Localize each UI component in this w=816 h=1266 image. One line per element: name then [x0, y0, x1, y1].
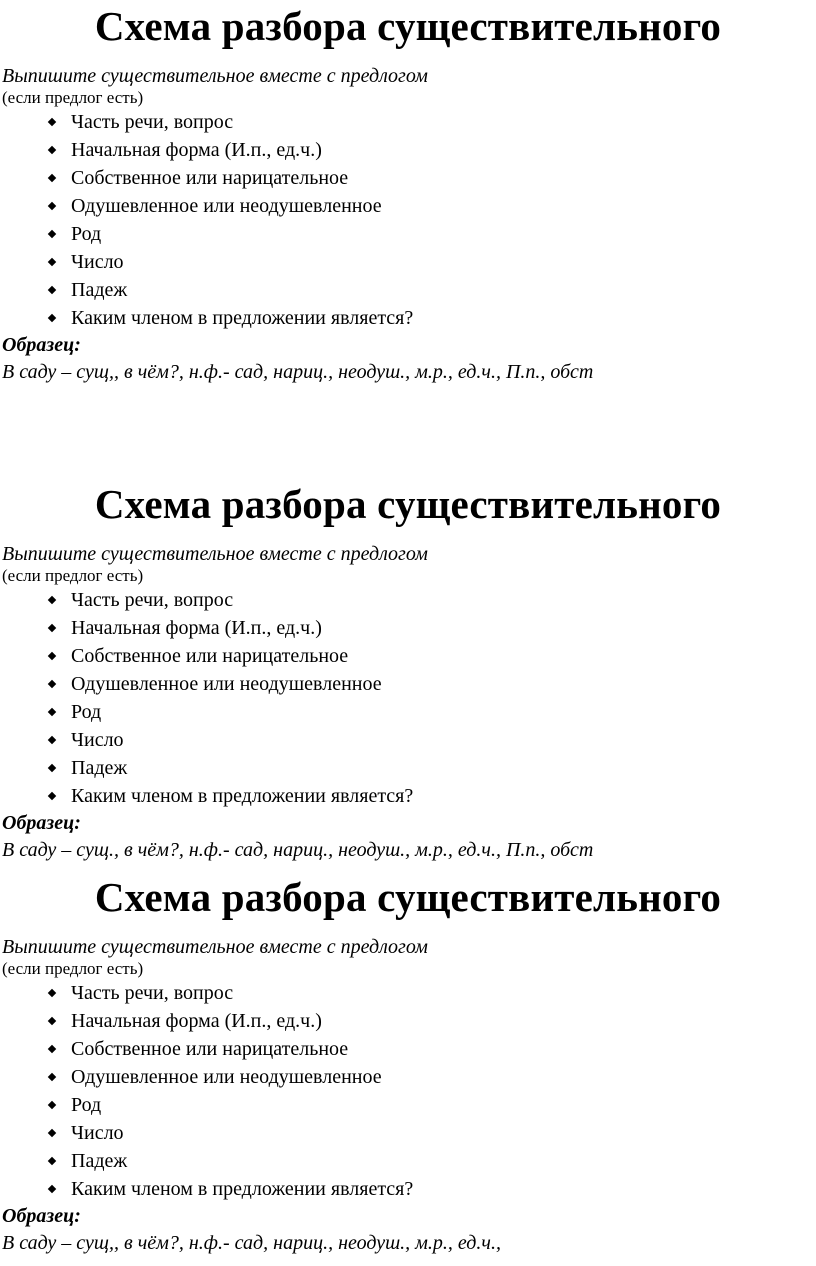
diamond-bullet-icon [48, 680, 56, 688]
diamond-bullet-icon [48, 989, 56, 997]
diamond-bullet-icon [48, 314, 56, 322]
preposition-note: (если предлог есть) [2, 88, 144, 107]
diamond-bullet-icon [48, 792, 56, 800]
criteria-list [0, 586, 816, 810]
list-item-label: Род [71, 223, 102, 245]
scheme-block-1 [0, 0, 816, 386]
list-item-label: Падеж [71, 279, 128, 301]
list-item-label: Начальная форма (И.п., ед.ч.) [71, 617, 322, 639]
instruction-text: Выпишите существительное вместе с предлогом [2, 543, 428, 565]
diamond-bullet-icon [48, 596, 56, 604]
diamond-bullet-icon [48, 286, 56, 294]
list-item [0, 1035, 816, 1063]
list-item [0, 1091, 816, 1119]
list-item-label: Часть речи, вопрос [71, 589, 234, 611]
list-item-label: Одушевленное или неодушевленное [71, 1066, 382, 1088]
scheme-title: Схема разбора существительного [94, 874, 722, 920]
list-item [0, 276, 816, 304]
diamond-bullet-icon [48, 764, 56, 772]
list-item [0, 1007, 816, 1035]
list-item [0, 136, 816, 164]
list-item-label: Род [71, 1094, 102, 1116]
list-item [0, 979, 816, 1007]
list-item [0, 164, 816, 192]
preposition-note: (если предлог есть) [2, 566, 144, 585]
list-item [0, 614, 816, 642]
list-item-label: Число [71, 251, 124, 273]
sample-text: В саду – сущ,, в чём?, н.ф.- сад, нариц., неодуш., м.р., ед.ч., [2, 1232, 501, 1254]
criteria-list [0, 108, 816, 332]
instruction-text: Выпишите существительное вместе с предлогом [2, 936, 428, 958]
sample-text: В саду – сущ,, в чём?, н.ф.- сад, нариц., неодуш., м.р., ед.ч., П.п., обст [2, 361, 594, 383]
list-item-label: Каким членом в предложении является? [71, 307, 414, 329]
list-item [0, 1175, 816, 1203]
list-item-label: Род [71, 701, 102, 723]
scheme-title: Схема разбора существительного [94, 3, 722, 49]
scheme-block-3 [0, 871, 816, 1257]
scheme-block-2 [0, 478, 816, 864]
sample-text: В саду – сущ., в чём?, н.ф.- сад, нариц., неодуш., м.р., ед.ч., П.п., обст [2, 839, 594, 861]
diamond-bullet-icon [48, 230, 56, 238]
list-item-label: Собственное или нарицательное [71, 1038, 349, 1060]
diamond-bullet-icon [48, 258, 56, 266]
diamond-bullet-icon [48, 736, 56, 744]
list-item [0, 754, 816, 782]
diamond-bullet-icon [48, 1157, 56, 1165]
list-item [0, 220, 816, 248]
list-item [0, 304, 816, 332]
diamond-bullet-icon [48, 652, 56, 660]
list-item [0, 248, 816, 276]
list-item-label: Начальная форма (И.п., ед.ч.) [71, 139, 322, 161]
diamond-bullet-icon [48, 118, 56, 126]
diamond-bullet-icon [48, 1017, 56, 1025]
criteria-list [0, 979, 816, 1203]
diamond-bullet-icon [48, 1101, 56, 1109]
diamond-bullet-icon [48, 708, 56, 716]
list-item-label: Начальная форма (И.п., ед.ч.) [71, 1010, 322, 1032]
list-item-label: Падеж [71, 1150, 128, 1172]
list-item-label: Каким членом в предложении является? [71, 1178, 414, 1200]
diamond-bullet-icon [48, 624, 56, 632]
list-item [0, 1063, 816, 1091]
preposition-note: (если предлог есть) [2, 959, 144, 978]
sample-label: Образец: [2, 334, 81, 356]
list-item [0, 586, 816, 614]
diamond-bullet-icon [48, 202, 56, 210]
list-item-label: Собственное или нарицательное [71, 167, 349, 189]
sample-label: Образец: [2, 1205, 81, 1227]
list-item-label: Одушевленное или неодушевленное [71, 673, 382, 695]
diamond-bullet-icon [48, 1129, 56, 1137]
diamond-bullet-icon [48, 1185, 56, 1193]
list-item-label: Собственное или нарицательное [71, 645, 349, 667]
list-item [0, 726, 816, 754]
list-item-label: Число [71, 1122, 124, 1144]
list-item [0, 108, 816, 136]
instruction-text: Выпишите существительное вместе с предлогом [2, 65, 428, 87]
list-item [0, 782, 816, 810]
diamond-bullet-icon [48, 146, 56, 154]
list-item [0, 1147, 816, 1175]
diamond-bullet-icon [48, 1045, 56, 1053]
scheme-title: Схема разбора существительного [94, 481, 722, 527]
list-item-label: Падеж [71, 757, 128, 779]
diamond-bullet-icon [48, 1073, 56, 1081]
list-item-label: Каким членом в предложении является? [71, 785, 414, 807]
list-item [0, 642, 816, 670]
list-item-label: Часть речи, вопрос [71, 111, 234, 133]
list-item [0, 670, 816, 698]
list-item [0, 698, 816, 726]
list-item [0, 192, 816, 220]
diamond-bullet-icon [48, 174, 56, 182]
list-item-label: Число [71, 729, 124, 751]
list-item-label: Часть речи, вопрос [71, 982, 234, 1004]
list-item-label: Одушевленное или неодушевленное [71, 195, 382, 217]
sample-label: Образец: [2, 812, 81, 834]
list-item [0, 1119, 816, 1147]
